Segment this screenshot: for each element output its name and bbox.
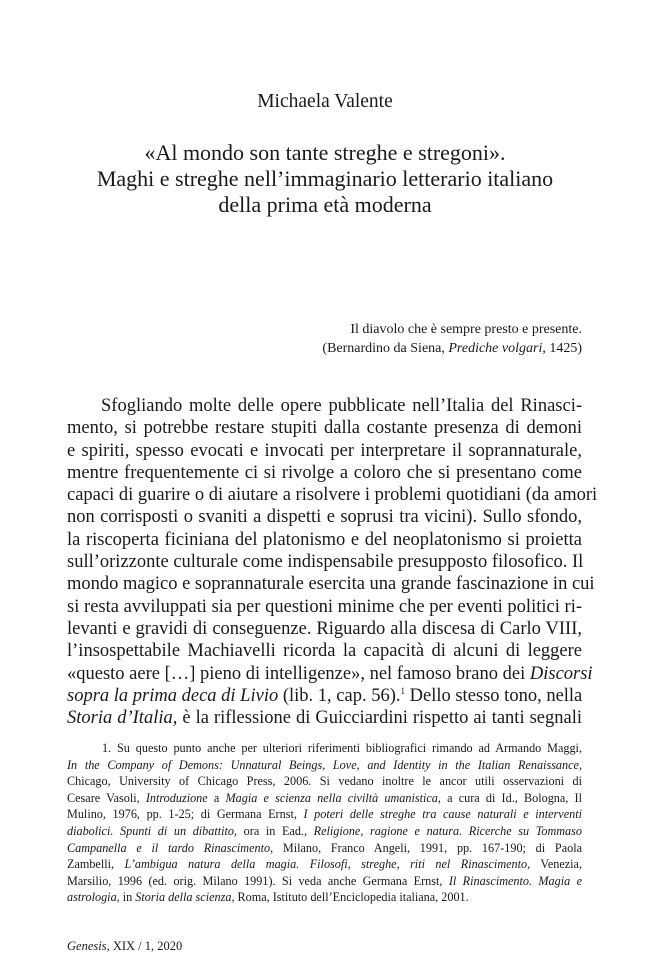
body-line: Storia d’Italia, è la riflessione di Guicciardini rispetto ai tanti segnali (67, 708, 582, 729)
body-line: mondo magico e soprannaturale esercita una grande fascinazione in cui (67, 574, 595, 595)
body-line: e spiriti, spesso evocati e invocati per interpretare il soprannaturale, (67, 440, 582, 461)
footnote-line: Cesare Vasoli, Introduzione a Magia e scienza nella civiltà umanistica, a cura di Id., Bologna, Il (67, 790, 582, 805)
footnote-line: Mulino, 1976, pp. 1-25; di Germana Ernst, I poteri delle streghe tra cause naturali e interventi (67, 807, 582, 822)
body-line: l’insospettabile Machiavelli ricorda la capacità di alcuni di leggere (67, 641, 582, 662)
body-line: levanti e gravidi di conseguenze. Riguardo alla discesa di Carlo VIII, (67, 618, 582, 639)
body-line: si resta avviluppati sia per questioni minime che per eventi politici ri- (67, 596, 582, 617)
body-line: la riscoperta ficiniana del platonismo e del neoplatonismo si proietta (67, 529, 582, 550)
footnote-line: Zambelli, L’ambigua natura della magia. Filosofi, streghe, riti nel Rinascimento, Venezia, (67, 857, 582, 872)
body-line: sull’orizzonte culturale come indispensabile presupposto filosofico. Il (67, 552, 584, 573)
body-line: «questo aere […] pieno di intelligenze», nel famoso brano dei Discorsi (67, 663, 593, 684)
footnote-line: diabolici. Spunti di un dibattito, ora in Ead., Religione, ragione e natura. Ricerche su Tommaso (67, 823, 582, 838)
footnote-line: In the Company of Demons: Unnatural Beings, Love, and Identity in the Italian Renaissance, (67, 757, 582, 772)
footnote-1 (67, 740, 582, 906)
footnote-line: Chicago, University of Chicago Press, 2006. Si vedano inoltre le ancor utili osservazioni di (67, 774, 582, 789)
footnote-line: astrologia, in Storia della scienza, Roma, Istituto dell’Enciclopedia italiana, 2001. (67, 890, 469, 905)
title-line-2: Maghi e streghe nell’immaginario letterario italiano (96, 166, 554, 191)
journal-name: Genesis (67, 939, 107, 953)
epigraph-attribution: (Bernardino da Siena, Prediche volgari, 1425) (322, 341, 582, 356)
footnote-reference[interactable]: 1 (400, 685, 405, 696)
epigraph-quote: Il diavolo che è sempre presto e presente. (350, 322, 582, 337)
title-line-3: della prima età moderna (218, 192, 432, 217)
body-line: Sfogliando molte delle opere pubblicate nell’Italia del Rinasci- (101, 396, 582, 416)
body-line: sopra la prima deca di Livio (lib. 1, cap. 56).$^1$ Dello stesso tono, nella (67, 685, 583, 706)
body-line: capaci di guarire o di aiutare a risolvere i problemi quotidiani (da amori (67, 485, 598, 506)
epigraph (182, 320, 582, 358)
footnote-line: Campanella e il tardo Rinascimento, Milano, Franco Angeli, 1991, pp. 167-190; di Paola (67, 840, 582, 855)
epigraph-work-title: Prediche volgari (448, 341, 543, 356)
journal-footer (67, 938, 182, 954)
body-line: mento, si potrebbe restare stupiti dalla costante presenza di demoni (67, 418, 582, 439)
author-name: Michaela Valente (257, 91, 393, 112)
body-line: mentre frequentemente ci si rivolge a coloro che si presentano come (67, 462, 582, 483)
title-line-1: «Al mondo son tante streghe e stregoni». (144, 140, 506, 165)
article-title (40, 140, 610, 218)
footnote-line: Marsilio, 1996 (ed. orig. Milano 1991). Si veda anche Germana Ernst, Il Rinascimento. Magia e (67, 873, 583, 888)
body-line: non corrisposti o svaniti a dispetti e soprusi tra vicini). Sullo sfondo, (67, 507, 582, 528)
journal-issue: , XIX / 1, 2020 (106, 939, 183, 953)
footnote-line: 1. Su questo punto anche per ulteriori riferimenti bibliografici rimando ad Armando Maggi, (102, 741, 582, 755)
body-text (67, 395, 598, 729)
